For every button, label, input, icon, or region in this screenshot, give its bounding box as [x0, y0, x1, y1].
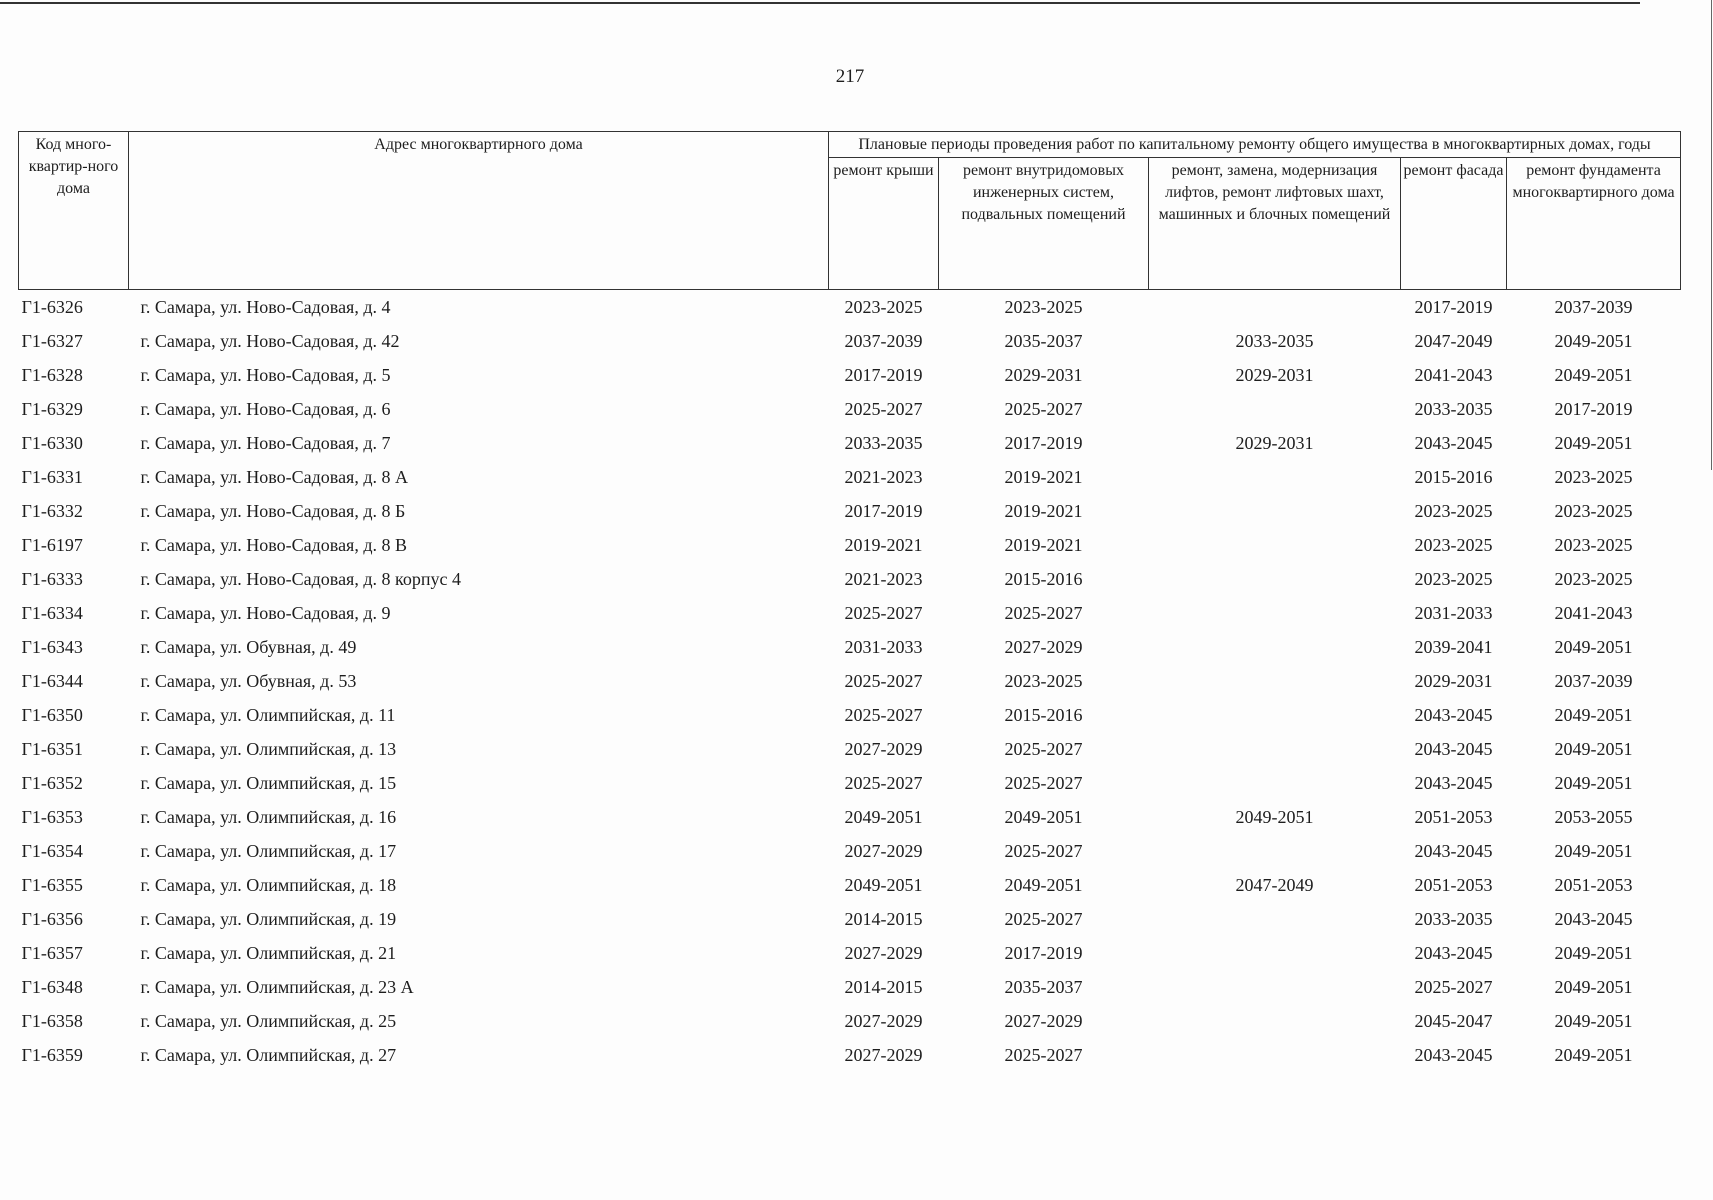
- cell-roof: 2027-2029: [844, 840, 923, 861]
- cell-facade: 2025-2027: [1414, 976, 1493, 997]
- cell-engineering: 2019-2021: [1004, 534, 1083, 555]
- cell-facade: 2043-2045: [1414, 738, 1493, 759]
- cell-code: Г1-6357: [21, 942, 83, 963]
- table-row: [19, 290, 1681, 325]
- cell-foundation: 2049-2051: [1554, 364, 1633, 385]
- header-elevators: ремонт, замена, модернизация лифтов, ремонт лифтовых шахт, машинных и блочных помещений: [1149, 158, 1401, 290]
- cell-foundation: 2037-2039: [1554, 670, 1633, 691]
- table-row: [19, 970, 1681, 1004]
- cell-engineering: 2015-2016: [1004, 704, 1083, 725]
- cell-facade: 2029-2031: [1414, 670, 1493, 691]
- cell-elevators: [1149, 698, 1401, 732]
- cell-address: г. Самара, ул. Ново-Садовая, д. 42: [140, 330, 400, 351]
- repair-schedule-table: [18, 131, 1681, 1072]
- cell-foundation: 2043-2045: [1554, 908, 1633, 929]
- cell-foundation: 2023-2025: [1554, 568, 1633, 589]
- cell-elevators: [1149, 290, 1401, 325]
- cell-engineering: 2035-2037: [1004, 976, 1083, 997]
- cell-elevators: 2029-2031: [1235, 364, 1314, 385]
- cell-engineering: 2025-2027: [1004, 398, 1083, 419]
- cell-address: г. Самара, ул. Олимпийская, д. 18: [140, 874, 397, 895]
- table-row: [19, 358, 1681, 392]
- cell-roof: 2027-2029: [844, 1010, 923, 1031]
- cell-address: г. Самара, ул. Обувная, д. 49: [140, 636, 357, 657]
- cell-engineering: 2025-2027: [1004, 772, 1083, 793]
- cell-address: г. Самара, ул. Ново-Садовая, д. 8 А: [140, 466, 408, 487]
- cell-elevators: [1149, 630, 1401, 664]
- cell-roof: 2025-2027: [844, 772, 923, 793]
- page-number: 217: [835, 66, 865, 87]
- cell-roof: 2019-2021: [844, 534, 923, 555]
- cell-address: г. Самара, ул. Ново-Садовая, д. 5: [140, 364, 391, 385]
- table-row: [19, 698, 1681, 732]
- cell-elevators: 2029-2031: [1235, 432, 1314, 453]
- cell-roof: 2049-2051: [844, 874, 923, 895]
- cell-roof: 2014-2015: [844, 908, 923, 929]
- cell-foundation: 2049-2051: [1554, 840, 1633, 861]
- cell-roof: 2021-2023: [844, 466, 923, 487]
- cell-code: Г1-6330: [21, 432, 83, 453]
- header-foundation: ремонт фундамента многоквартирного дома: [1507, 158, 1681, 290]
- table-row: [19, 1004, 1681, 1038]
- cell-roof: 2025-2027: [844, 398, 923, 419]
- cell-foundation: 2049-2051: [1554, 976, 1633, 997]
- cell-address: г. Самара, ул. Ново-Садовая, д. 8 корпус 4: [140, 568, 461, 589]
- cell-facade: 2051-2053: [1414, 874, 1493, 895]
- cell-elevators: [1149, 596, 1401, 630]
- cell-address: г. Самара, ул. Олимпийская, д. 21: [140, 942, 397, 963]
- cell-foundation: 2049-2051: [1554, 772, 1633, 793]
- cell-address: г. Самара, ул. Обувная, д. 53: [140, 670, 357, 691]
- cell-address: г. Самара, ул. Олимпийская, д. 19: [140, 908, 397, 929]
- cell-foundation: 2049-2051: [1554, 636, 1633, 657]
- cell-roof: 2027-2029: [844, 738, 923, 759]
- cell-engineering: 2027-2029: [1004, 1010, 1083, 1031]
- cell-elevators: [1149, 392, 1401, 426]
- cell-address: г. Самара, ул. Ново-Садовая, д. 9: [140, 602, 391, 623]
- table-row: [19, 766, 1681, 800]
- cell-engineering: 2019-2021: [1004, 500, 1083, 521]
- cell-roof: 2025-2027: [844, 704, 923, 725]
- table-body: [19, 290, 1681, 1073]
- cell-code: Г1-6351: [21, 738, 83, 759]
- cell-foundation: 2017-2019: [1554, 398, 1633, 419]
- table-row: [19, 664, 1681, 698]
- cell-engineering: 2049-2051: [1004, 874, 1083, 895]
- cell-foundation: 2049-2051: [1554, 942, 1633, 963]
- cell-foundation: 2051-2053: [1554, 874, 1633, 895]
- cell-elevators: 2047-2049: [1235, 874, 1314, 895]
- table-row: [19, 392, 1681, 426]
- table-header: [19, 132, 1681, 290]
- cell-engineering: 2023-2025: [1004, 670, 1083, 691]
- cell-engineering: 2035-2037: [1004, 330, 1083, 351]
- cell-elevators: [1149, 562, 1401, 596]
- cell-engineering: 2027-2029: [1004, 636, 1083, 657]
- header-address: Адрес многоквартирного дома: [129, 132, 829, 290]
- cell-facade: 2017-2019: [1414, 296, 1493, 317]
- table-row: [19, 630, 1681, 664]
- table-row: [19, 732, 1681, 766]
- cell-facade: 2023-2025: [1414, 534, 1493, 555]
- cell-code: Г1-6326: [21, 296, 83, 317]
- table-row: [19, 460, 1681, 494]
- cell-foundation: 2049-2051: [1554, 330, 1633, 351]
- cell-code: Г1-6328: [21, 364, 83, 385]
- cell-facade: 2023-2025: [1414, 568, 1493, 589]
- cell-elevators: [1149, 1038, 1401, 1072]
- cell-facade: 2033-2035: [1414, 398, 1493, 419]
- cell-code: Г1-6327: [21, 330, 83, 351]
- cell-elevators: [1149, 1004, 1401, 1038]
- cell-foundation: 2023-2025: [1554, 500, 1633, 521]
- cell-engineering: 2025-2027: [1004, 602, 1083, 623]
- table-row: [19, 324, 1681, 358]
- cell-elevators: [1149, 460, 1401, 494]
- cell-address: г. Самара, ул. Олимпийская, д. 23 А: [140, 976, 414, 997]
- cell-facade: 2051-2053: [1414, 806, 1493, 827]
- cell-code: Г1-6358: [21, 1010, 83, 1031]
- cell-elevators: 2049-2051: [1235, 806, 1314, 827]
- cell-roof: 2021-2023: [844, 568, 923, 589]
- cell-foundation: 2049-2051: [1554, 1044, 1633, 1065]
- cell-address: г. Самара, ул. Олимпийская, д. 17: [140, 840, 397, 861]
- cell-facade: 2043-2045: [1414, 432, 1493, 453]
- cell-code: Г1-6331: [21, 466, 83, 487]
- cell-facade: 2043-2045: [1414, 772, 1493, 793]
- cell-roof: 2014-2015: [844, 976, 923, 997]
- cell-code: Г1-6334: [21, 602, 83, 623]
- cell-facade: 2041-2043: [1414, 364, 1493, 385]
- cell-facade: 2043-2045: [1414, 840, 1493, 861]
- table-row: [19, 868, 1681, 902]
- cell-engineering: 2049-2051: [1004, 806, 1083, 827]
- cell-code: Г1-6332: [21, 500, 83, 521]
- cell-address: г. Самара, ул. Олимпийская, д. 25: [140, 1010, 397, 1031]
- cell-roof: 2027-2029: [844, 942, 923, 963]
- cell-roof: 2033-2035: [844, 432, 923, 453]
- cell-facade: 2023-2025: [1414, 500, 1493, 521]
- cell-facade: 2043-2045: [1414, 704, 1493, 725]
- cell-code: Г1-6350: [21, 704, 83, 725]
- cell-engineering: 2015-2016: [1004, 568, 1083, 589]
- cell-foundation: 2049-2051: [1554, 704, 1633, 725]
- cell-code: Г1-6359: [21, 1044, 83, 1065]
- table-row: [19, 1038, 1681, 1072]
- cell-foundation: 2041-2043: [1554, 602, 1633, 623]
- cell-address: г. Самара, ул. Ново-Садовая, д. 8 В: [140, 534, 408, 555]
- cell-address: г. Самара, ул. Ново-Садовая, д. 6: [140, 398, 391, 419]
- table-row: [19, 936, 1681, 970]
- table-row: [19, 902, 1681, 936]
- cell-roof: 2023-2025: [844, 296, 923, 317]
- cell-roof: 2025-2027: [844, 602, 923, 623]
- table-row: [19, 426, 1681, 460]
- cell-engineering: 2023-2025: [1004, 296, 1083, 317]
- cell-elevators: [1149, 528, 1401, 562]
- cell-address: г. Самара, ул. Ново-Садовая, д. 4: [140, 296, 391, 317]
- cell-code: Г1-6333: [21, 568, 83, 589]
- cell-foundation: 2049-2051: [1554, 738, 1633, 759]
- cell-engineering: 2019-2021: [1004, 466, 1083, 487]
- cell-elevators: [1149, 664, 1401, 698]
- header-periods: Плановые периоды проведения работ по капитальному ремонту общего имущества в многоквартирных домах, годы: [829, 132, 1681, 158]
- cell-elevators: [1149, 834, 1401, 868]
- cell-address: г. Самара, ул. Олимпийская, д. 15: [140, 772, 397, 793]
- cell-facade: 2047-2049: [1414, 330, 1493, 351]
- cell-code: Г1-6343: [21, 636, 83, 657]
- cell-engineering: 2025-2027: [1004, 840, 1083, 861]
- cell-foundation: 2037-2039: [1554, 296, 1633, 317]
- cell-roof: 2017-2019: [844, 500, 923, 521]
- cell-facade: 2043-2045: [1414, 1044, 1493, 1065]
- cell-elevators: [1149, 902, 1401, 936]
- header-code: Код много-квартир-ного дома: [19, 132, 129, 290]
- cell-engineering: 2025-2027: [1004, 908, 1083, 929]
- cell-code: Г1-6355: [21, 874, 83, 895]
- right-edge-line: [1711, 0, 1712, 470]
- table-row: [19, 562, 1681, 596]
- table-row: [19, 528, 1681, 562]
- cell-roof: 2049-2051: [844, 806, 923, 827]
- cell-elevators: [1149, 494, 1401, 528]
- cell-engineering: 2025-2027: [1004, 1044, 1083, 1065]
- cell-foundation: 2053-2055: [1554, 806, 1633, 827]
- cell-address: г. Самара, ул. Олимпийская, д. 13: [140, 738, 397, 759]
- header-facade: ремонт фасада: [1401, 158, 1507, 290]
- cell-code: Г1-6354: [21, 840, 83, 861]
- cell-roof: 2031-2033: [844, 636, 923, 657]
- cell-code: Г1-6329: [21, 398, 83, 419]
- cell-foundation: 2049-2051: [1554, 432, 1633, 453]
- table-row: [19, 596, 1681, 630]
- cell-facade: 2033-2035: [1414, 908, 1493, 929]
- cell-code: Г1-6197: [21, 534, 83, 555]
- cell-roof: 2027-2029: [844, 1044, 923, 1065]
- cell-foundation: 2049-2051: [1554, 1010, 1633, 1031]
- cell-address: г. Самара, ул. Олимпийская, д. 16: [140, 806, 397, 827]
- cell-engineering: 2017-2019: [1004, 942, 1083, 963]
- cell-foundation: 2023-2025: [1554, 534, 1633, 555]
- cell-roof: 2025-2027: [844, 670, 923, 691]
- cell-facade: 2015-2016: [1414, 466, 1493, 487]
- cell-foundation: 2023-2025: [1554, 466, 1633, 487]
- cell-address: г. Самара, ул. Ново-Садовая, д. 7: [140, 432, 391, 453]
- header-engineering: ремонт внутридомовых инженерных систем, подвальных помещений: [939, 158, 1149, 290]
- cell-elevators: 2033-2035: [1235, 330, 1314, 351]
- cell-elevators: [1149, 970, 1401, 1004]
- cell-address: г. Самара, ул. Олимпийская, д. 27: [140, 1044, 397, 1065]
- cell-facade: 2031-2033: [1414, 602, 1493, 623]
- cell-code: Г1-6348: [21, 976, 83, 997]
- cell-code: Г1-6352: [21, 772, 83, 793]
- cell-facade: 2043-2045: [1414, 942, 1493, 963]
- cell-roof: 2037-2039: [844, 330, 923, 351]
- header-roof: ремонт крыши: [829, 158, 939, 290]
- cell-facade: 2045-2047: [1414, 1010, 1493, 1031]
- table-row: [19, 834, 1681, 868]
- cell-code: Г1-6344: [21, 670, 83, 691]
- cell-engineering: 2029-2031: [1004, 364, 1083, 385]
- cell-elevators: [1149, 766, 1401, 800]
- cell-elevators: [1149, 732, 1401, 766]
- cell-address: г. Самара, ул. Олимпийская, д. 11: [140, 704, 396, 725]
- cell-engineering: 2025-2027: [1004, 738, 1083, 759]
- cell-code: Г1-6353: [21, 806, 83, 827]
- cell-elevators: [1149, 936, 1401, 970]
- cell-roof: 2017-2019: [844, 364, 923, 385]
- cell-engineering: 2017-2019: [1004, 432, 1083, 453]
- table-row: [19, 800, 1681, 834]
- cell-address: г. Самара, ул. Ново-Садовая, д. 8 Б: [140, 500, 406, 521]
- top-border-line: [0, 2, 1640, 4]
- table-row: [19, 494, 1681, 528]
- cell-code: Г1-6356: [21, 908, 83, 929]
- cell-facade: 2039-2041: [1414, 636, 1493, 657]
